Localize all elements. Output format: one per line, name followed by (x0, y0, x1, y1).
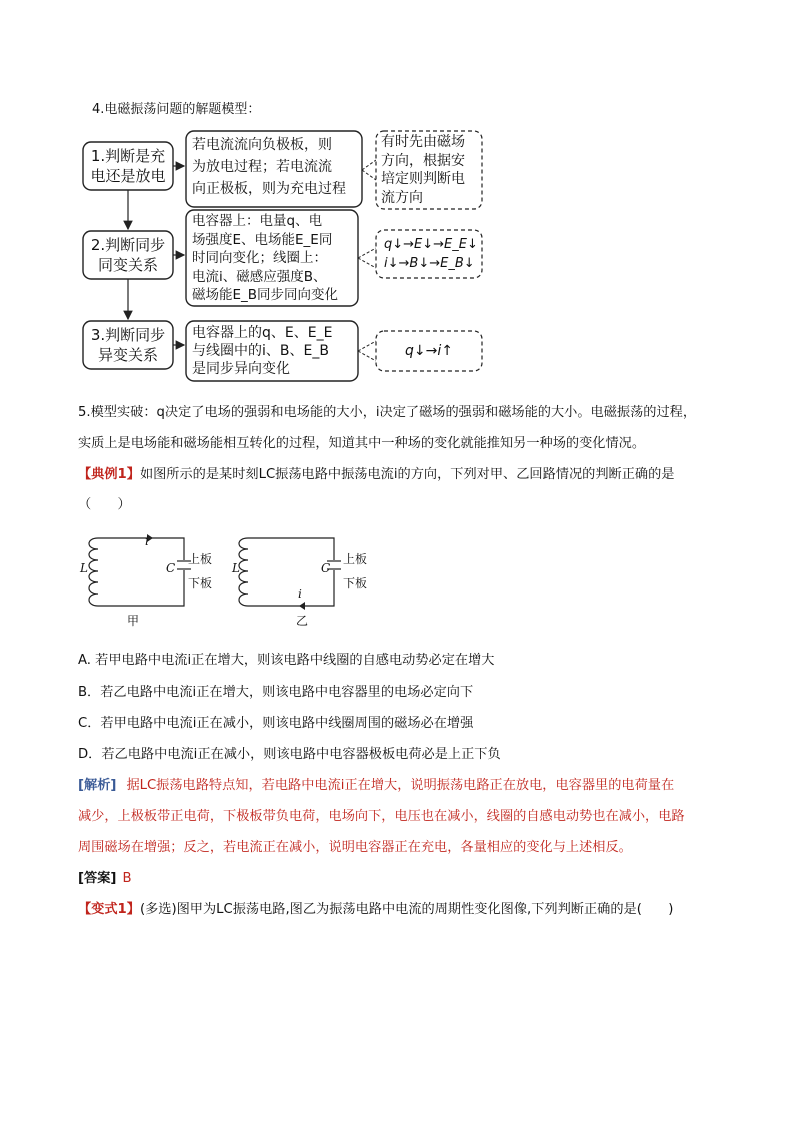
circuit-jia-bottom-plate-label: 下板 (188, 576, 213, 590)
section-5-line-1: 5.模型实破：q决定了电场的强弱和电场能的大小，i决定了磁场的强弱和磁场能的大小。电磁振荡的过程， (78, 405, 697, 420)
step-1-line-1: 1.判断是充 (90, 147, 166, 165)
detail-2-line-2: 场强度E、电场能E_E同 (192, 231, 333, 248)
circuit-jia-C-label: C (166, 561, 176, 575)
detail-3-text (192, 324, 356, 378)
variant-1-tag: 【变式1】 (78, 902, 140, 917)
note-1-line-4: 流方向 (381, 189, 423, 206)
note-1-line-2: 方向，根据安 (381, 152, 465, 169)
dashed-connector-1 (362, 160, 376, 180)
variant-1-line (78, 901, 673, 919)
detail-2-line-1: 电容器上：电量q、电 (192, 213, 323, 229)
circuit-jia (89, 534, 191, 606)
note-1-text (381, 133, 481, 207)
detail-2-line-3: 时同向变化；线圈上： (192, 250, 327, 266)
analysis-line-1 (78, 777, 674, 795)
circuit-yi-L-label: L (232, 561, 240, 575)
dashed-connector-2 (358, 248, 376, 268)
circuit-jia-coil (89, 538, 98, 606)
note-2-text (384, 235, 480, 273)
detail-3-line-3: 是同步异向变化 (192, 361, 290, 377)
lc-circuits-figure (70, 528, 390, 628)
dashed-connector-3 (358, 341, 376, 361)
detail-3-line-2: 与线圈中的i、B、E_B (192, 343, 329, 359)
note-1-line-3: 培定则判断电 (381, 171, 465, 187)
circuit-yi-top-plate-label: 上板 (343, 552, 368, 566)
answer-value: B (122, 871, 132, 886)
analysis-line-3: 周围磁场在增强；反之，若电流正在减小，说明电容器正在充电，各量相应的变化与上述相反。 (78, 840, 632, 855)
step-2-line-1: 2.判断同步 (90, 236, 166, 254)
circuit-yi-C-label: C (321, 561, 331, 575)
step-3-text (83, 321, 173, 369)
circuit-yi-bottom-plate-label: 下板 (343, 576, 368, 590)
option-b: B．若乙电路中电流i正在增大，则该电路中电容器里的电场必定向下 (78, 685, 474, 700)
step-2-line-2: 同变关系 (97, 256, 158, 274)
option-d: D．若乙电路中电流i正在减小，则该电路中电容器极板电荷必是上正下负 (78, 747, 501, 762)
example-1-stem (78, 466, 674, 484)
detail-1-line-3: 向正极板，则为充电过程 (192, 181, 346, 197)
note-3-text (376, 331, 482, 371)
detail-2-line-4: 电流i、磁感应强度B、 (192, 268, 327, 285)
note-3-line-1: q↓→i↑ (405, 343, 453, 359)
example-1-text: 如图所示的是某时刻LC振荡电路中振荡电流i的方向，下列对甲、乙回路情况的判断正确的是 (139, 467, 675, 482)
answer-line (78, 870, 132, 888)
section-4-title: 4.电磁振荡问题的解题模型： (92, 102, 261, 117)
analysis-text-1: 据LC振荡电路特点知，若电路中电流i正在增大，说明振荡电路正在放电，电容器里的电荷量在 (126, 778, 675, 793)
step-3-line-1: 3.判断同步 (90, 326, 166, 344)
detail-1-line-2: 为放电过程；若电流流 (192, 159, 332, 175)
circuit-jia-i-label: i (145, 534, 149, 548)
analysis-tag: [解析] (78, 778, 117, 793)
option-a: A. 若甲电路中电流i正在增大，则该电路中线圈的自感电动势必定在增大 (78, 653, 495, 668)
note-2-line-2: i↓→B↓→E_B↓ (384, 256, 475, 271)
circuit-jia-top-plate-label: 上板 (188, 552, 213, 566)
detail-3-line-1: 电容器上的q、E、E_E (192, 325, 333, 341)
circuit-yi-coil (239, 538, 248, 606)
step-3-line-2: 异变关系 (97, 346, 158, 364)
detail-2-text (192, 212, 356, 305)
detail-1-line-1: 若电流流向负极板，则 (192, 137, 332, 153)
circuit-jia-L-label: L (80, 561, 88, 575)
circuit-jia-caption: 甲 (127, 614, 140, 628)
detail-1-text (192, 134, 360, 200)
analysis-line-2: 减少，上极板带正电荷，下极板带负电荷，电场向下，电压也在减小，线圈的自感电动势也在减小，电路 (78, 809, 685, 824)
note-2-line-1: q↓→E↓→E_E↓ (384, 237, 478, 252)
note-1-line-1: 有时先由磁场 (381, 134, 465, 150)
section-5-line-2: 实质上是电场能和磁场能相互转化的过程，知道其中一种场的变化就能推知另一种场的变化情况。 (78, 436, 646, 451)
step-1-line-2: 电还是放电 (90, 167, 166, 185)
detail-2-line-5: 磁场能E_B同步同向变化 (192, 287, 339, 303)
circuit-yi-i-label: i (298, 587, 302, 601)
step-1-text (83, 142, 173, 190)
example-1-tag: 【典例1】 (78, 467, 140, 482)
example-1-paren: （ ） (78, 497, 131, 512)
variant-1-text: (多选)图甲为LC振荡电路,图乙为振荡电路中电流的周期性变化图像,下列判断正确的是( ) (139, 902, 674, 917)
circuit-yi-caption: 乙 (296, 614, 309, 628)
circuit-yi-current-arrow (299, 602, 305, 610)
answer-tag: [答案] (78, 871, 117, 886)
option-c: C．若甲电路中电流i正在减小，则该电路中线圈周围的磁场必在增强 (78, 716, 474, 731)
step-2-text (83, 231, 173, 279)
